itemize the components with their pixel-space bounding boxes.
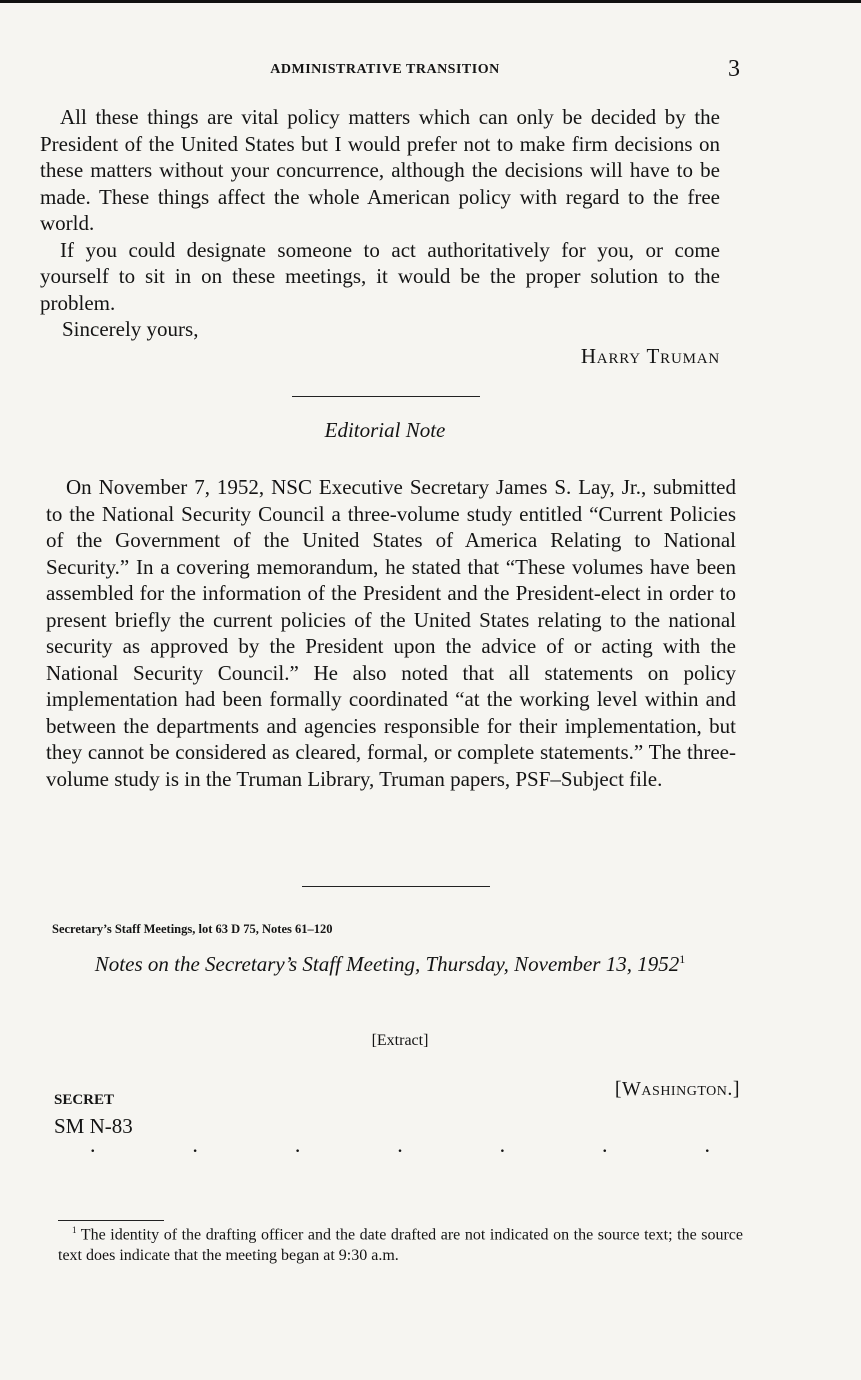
document-title [70,946,710,977]
footnote-marker: 1 [72,1225,77,1235]
editorial-note [46,474,736,792]
footnote [58,1220,743,1266]
letter-body [40,104,720,369]
footnote-text: The identity of the drafting officer and the date drafted are not indicated on the source text; the source text does indicate that the meeting began at 9:30 a.m. [58,1226,744,1265]
omission-dot: . [192,1132,198,1157]
page-number: 3 [728,56,740,82]
letter-signature: Harry Truman [580,344,720,368]
letter-paragraph: All these things are vital policy matters which can only be decided by the President of the United States but I would prefer not to make firm decisions on these matters without your concurrence, although the decisions will have to be made. These things affect the whole American policy with regard to the free world. [40,105,720,235]
letter-paragraph: If you could designate someone to act authoritatively for you, or come yourself to sit in on these meetings, it would be the proper solution to the problem. [40,237,720,315]
document-title-text: Notes on the Secretary’s Staff Meeting, Thursday, November 13, 1952 [94,952,680,976]
editorial-note-text: On November 7, 1952, NSC Executive Secretary James S. Lay, Jr., submitted to the National Security Council a three-volume study entitled “Current Policies of the Government of the United States of America Relating to National Security.” In a covering memorandum, he stated that “These volumes have been assembled for the information of the President and the President-elect in order to present briefly the current policies of the United States relating to the national security as approved by the President upon the advice of or acting with the National Security Council.” He also noted that all statements on policy implementation had been formally coordinated “at the working level within and between the departments and agencies responsible for their implementation, but they cannot be considered as cleared, formal, or complete statements.” The three-volume study is in the Truman Library, Truman papers, PSF–Subject file. [46,475,736,791]
running-head: ADMINISTRATIVE TRANSITION [270,62,500,77]
omission-dot: . [499,1132,506,1157]
place-label: [Washington.] [614,1078,740,1100]
classification-label: SECRET [54,1092,115,1108]
editorial-note-title: Editorial Note [324,418,446,442]
document-number: SM N-83 [54,1114,133,1138]
section-divider [292,396,480,397]
footnote-reference[interactable]: 1 [679,952,686,966]
omission-dots [90,1132,710,1158]
omission-dot: . [397,1132,403,1157]
omission-dot: . [704,1132,710,1157]
omission-dot: . [602,1132,608,1157]
section-divider [302,886,490,887]
source-note: Secretary’s Staff Meetings, lot 63 D 75, Notes 61–120 [52,922,333,936]
omission-dot: . [90,1132,96,1157]
extract-label: [Extract] [371,1032,429,1049]
omission-dot: . [294,1132,301,1157]
top-border-line [0,0,861,3]
letter-closing: Sincerely yours, [62,317,199,341]
